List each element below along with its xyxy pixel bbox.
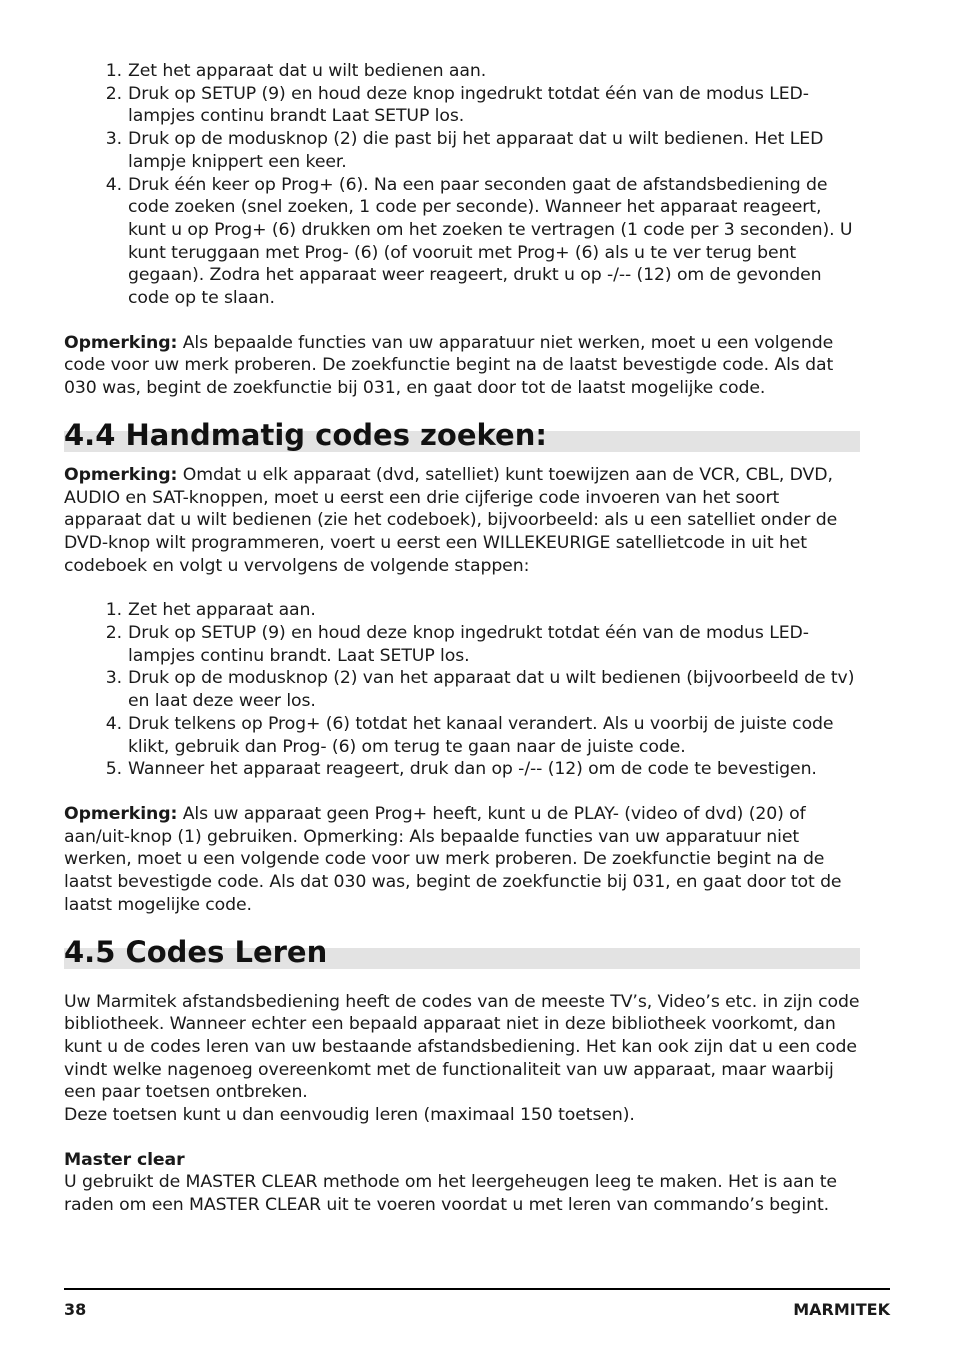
list-item: 2. Druk op SETUP (9) en houd deze knop ingedrukt totdat één van de modus LED-lampjes continu brandt Laat SETUP los. xyxy=(105,83,809,127)
body-paragraph: Uw Marmitek afstandsbediening heeft de codes van de meeste TV’s, Video’s etc. in zijn code bibliotheek. Wanneer echter een bepaald apparaat niet in deze bibliotheek voorkomt, dan kunt u de codes leren van uw bestaande afstandsbediening. Het kan ook zijn dat u een code vindt welke nagenoeg overeenkomt met de functionaliteit van uw apparaat, maar waarbij een paar toetsen ontbreken. xyxy=(64,991,860,1103)
list-item: 2. Druk op SETUP (9) en houd deze knop ingedrukt totdat één van de modus LED-lampjes continu brandt. Laat SETUP los. xyxy=(105,623,809,666)
heading-text: 4.5 Codes Leren xyxy=(64,934,328,969)
brand-name: MARMITEK xyxy=(793,1300,890,1319)
steps-list-2 xyxy=(64,599,860,781)
note-paragraph: Opmerking: Als bepaalde functies van uw apparatuur niet werken, moet u een volgende code voor uw merk proberen. De zoekfunctie begint na de laatst bevestigde code. Als dat 030 was, begint de zoekfunctie bij 031, en gaat door tot de laatst mogelijke code. xyxy=(64,332,834,399)
steps-list-1 xyxy=(64,60,860,310)
section-heading-4-5 xyxy=(64,929,860,969)
list-item: 1. Zet het apparaat aan. xyxy=(105,600,316,621)
list-item: 4. Druk telkens op Prog+ (6) totdat het kanaal verandert. Als u voorbij de juiste code klikt, gebruik dan Prog- (6) om terug te gaan naar de juiste code. xyxy=(105,713,834,757)
heading-text: 4.4 Handmatig codes zoeken: xyxy=(64,417,547,452)
section-heading-4-4 xyxy=(64,412,860,452)
note-paragraph: Opmerking: Omdat u elk apparaat (dvd, satelliet) kunt toewijzen aan de VCR, CBL, DVD, AUDIO en SAT-knoppen, moet u eerst een drie cijferige code invoeren van het soort apparaat dat u wilt bedienen (zie het codeboek), bijvoorbeeld: als u een satelliet onder de DVD-knop wilt programmeren, voert u eerst een WILLEKEURIGE satellietcode in uit het codeboek en volgt u vervolgens de volgende stappen: xyxy=(64,464,838,576)
list-item: 3. Druk op de modusknop (2) van het apparaat dat u wilt bedienen (bijvoorbeeld de tv) en laat deze weer los. xyxy=(105,668,855,712)
page-footer xyxy=(64,1300,890,1319)
page-number: 38 xyxy=(64,1300,87,1319)
footer-rule xyxy=(64,1288,890,1290)
body-paragraph: U gebruikt de MASTER CLEAR methode om het leergeheugen leeg te maken. Het is aan te raden om een MASTER CLEAR uit te voeren voordat u met leren van commando’s begint. xyxy=(64,1172,837,1216)
note-paragraph: Opmerking: Als uw apparaat geen Prog+ heeft, kunt u de PLAY- (video of dvd) (20) of aan/uit-knop (1) gebruiken. Opmerking: Als bepaalde functies van uw apparatuur niet werken, moet u een volgende code voor uw merk proberen. De zoekfunctie begint na de laatst bevestigde code. Als dat 030 was, begint de zoekfunctie bij 031, en gaat door tot de laatst mogelijke code. xyxy=(64,803,842,915)
body-paragraph: Deze toetsen kunt u dan eenvoudig leren (maximaal 150 toetsen). xyxy=(64,1105,635,1126)
list-item: 4. Druk één keer op Prog+ (6). Na een paar seconden gaat de afstandsbediening de code zoeken (snel zoeken, 1 code per seconde). Wanneer het apparaat reageert, kunt u op Prog+ (6) drukken om het zoeken te vertragen (1 code per 3 seconden). U kunt teruggaan met Prog- (6) (of vooruit met Prog+ (6) als u te ver terug bent gegaan). Zodra het apparaat weer reageert, drukt u op -/-- (12) om de gevonden code op te slaan. xyxy=(105,174,853,309)
subheading: Master clear xyxy=(64,1149,185,1170)
list-item: 1. Zet het apparaat dat u wilt bedienen aan. xyxy=(105,61,487,81)
list-item: 5. Wanneer het apparaat reageert, druk dan op -/-- (12) om de code te bevestigen. xyxy=(105,759,817,780)
list-item: 3. Druk op de modusknop (2) die past bij het apparaat dat u wilt bedienen. Het LED lampje knippert een keer. xyxy=(105,129,824,172)
